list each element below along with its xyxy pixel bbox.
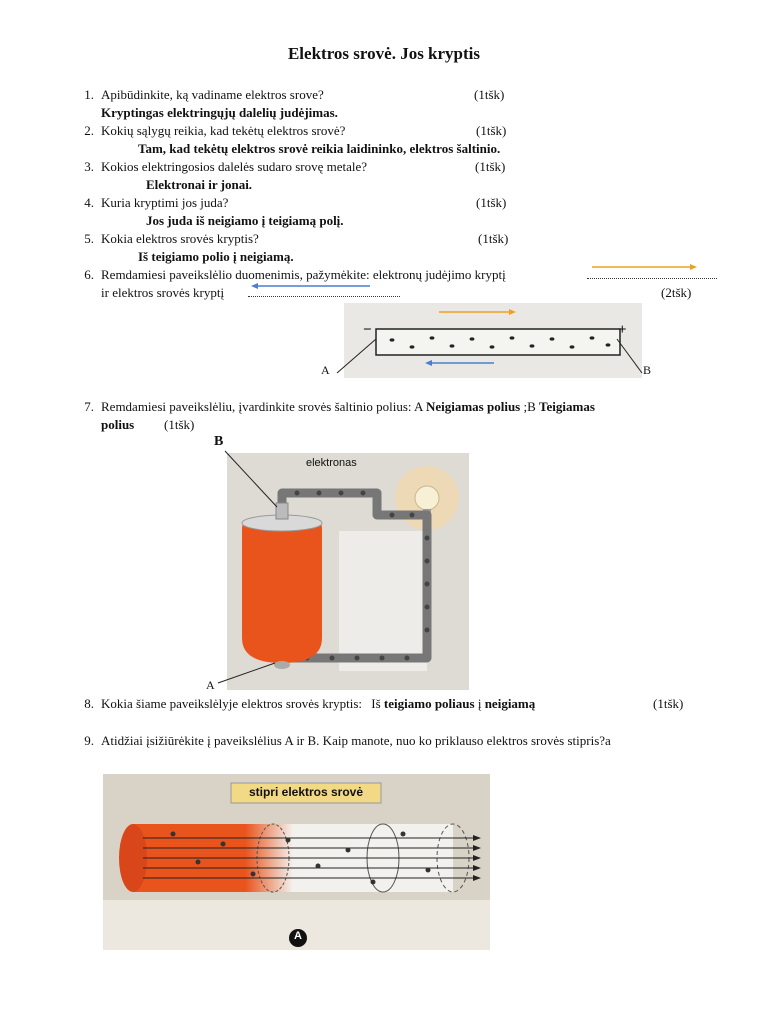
question-number: 1. [84, 87, 94, 102]
pointer-lines [330, 335, 670, 380]
answer: Iš teigiamo polio į neigiamą. [138, 249, 294, 264]
answer-line [248, 296, 400, 297]
question-text: Kokia elektros srovės kryptis? [101, 231, 259, 246]
question-text: Kuria kryptimi jos juda? [101, 195, 229, 210]
answer-a: Neigiamas polius [425, 399, 521, 414]
question-number: 8. [84, 696, 94, 711]
question-number: 6. [84, 267, 94, 282]
electron-label: elektronas [306, 457, 357, 469]
question-text: Atidžiai įsižiūrėkite į paveikslėlius A ir B. Kaip manote, nuo ko priklauso elektros srovės stipris?a [101, 733, 611, 748]
pointer-lines [215, 445, 295, 705]
question-text: Kokių sąlygų reikia, kad tekėtų elektros srovė? [101, 123, 346, 138]
current-direction-arrow [250, 280, 375, 292]
points: (1tšk) [478, 231, 509, 246]
answer-from: teigiamo poliaus [383, 696, 475, 711]
question-text-line-2: ir elektros srovės kryptį [101, 285, 225, 300]
answer: Tam, kad tekėtų elektros srovė reikia laidininko, elektros šaltinio. [138, 141, 501, 156]
answer: Jos juda iš neigiamo į teigiamą polį. [146, 213, 344, 228]
question-text: Remdamiesi paveikslėlio duomenimis, pažymėkite: elektronų judėjimo kryptį [101, 267, 506, 282]
answer: Kryptingas elektringųjų dalelių judėjimas. [101, 105, 338, 120]
question-number: 2. [84, 123, 94, 138]
figure-badge-a: A [294, 930, 302, 942]
answer-to: neigiamą [484, 696, 536, 711]
points: (1tšk) [474, 87, 505, 102]
points: (2tšk) [661, 285, 692, 300]
page-title: Elektros srovė. Jos kryptis [287, 44, 481, 63]
question-text: Kokios elektringosios dalelės sudaro srovę metale? [101, 159, 368, 174]
answer-b: Teigiamas [539, 399, 595, 414]
question-text: Kokia šiame paveikslėlyje elektros srovės kryptis: [101, 696, 363, 711]
points: (1tšk) [476, 123, 507, 138]
question-number: 3. [84, 159, 94, 174]
electron-direction-arrow [590, 261, 700, 273]
label-a: A [321, 363, 330, 377]
label-b: B [643, 363, 652, 377]
separator: ;B [520, 399, 540, 414]
plus-sign: + [618, 322, 627, 338]
answer-b-continued: polius [101, 417, 135, 432]
figure-caption: stipri elektros srovė [248, 785, 364, 799]
points: (1tšk) [475, 159, 506, 174]
points: (1tšk) [164, 417, 195, 432]
label-a: A [206, 678, 215, 692]
label-b: B [214, 434, 224, 449]
question-number: 9. [84, 733, 94, 748]
question-number: 4. [84, 195, 94, 210]
answer-line [587, 278, 717, 279]
minus-sign: − [363, 322, 372, 338]
answer-mid: į [474, 696, 485, 711]
question-number: 5. [84, 231, 94, 246]
question-text: Apibūdinkite, ką vadiname elektros srove? [101, 87, 324, 102]
points: (1tšk) [653, 696, 684, 711]
question-number: 7. [84, 399, 94, 414]
answer: Elektronai ir jonai. [146, 177, 253, 192]
answer-prefix: Iš [371, 696, 384, 711]
current-strength-diagram [103, 774, 490, 950]
points: (1tšk) [476, 195, 507, 210]
question-text: Remdamiesi paveikslėliu, įvardinkite srovės šaltinio polius: A [101, 399, 426, 414]
